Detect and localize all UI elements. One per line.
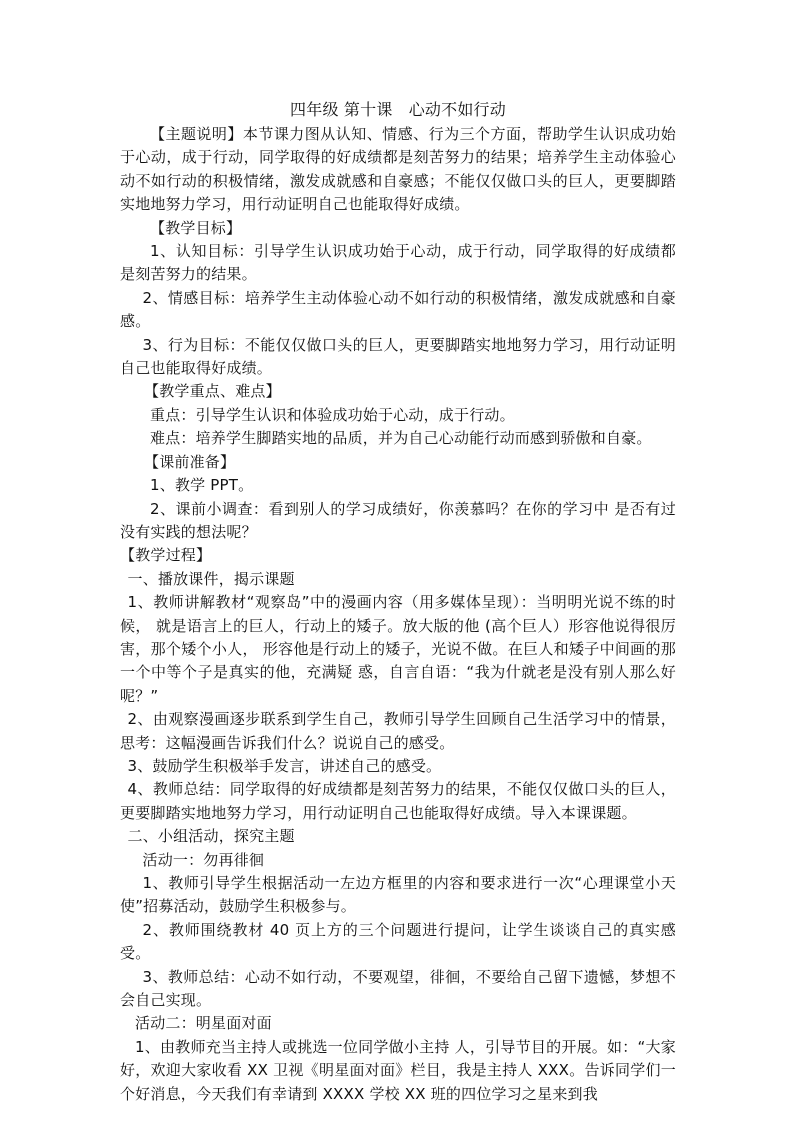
goal-item-1: 1、认知目标：引导学生认识成功始于心动，成于行动，同学取得的好成绩都是刻苦努力的结果。 [120,242,676,284]
goals-heading: 【教学目标】 [150,218,242,237]
prep-heading: 【课前准备】 [144,452,236,471]
part2-heading: 二、小组活动，探究主题 [127,827,295,846]
theme-heading: 【主题说明】 [150,125,243,143]
theme-paragraph [120,123,676,217]
document-title: 四年级 第十课 心动不如行动 [290,100,506,119]
part1-item-3: 3、鼓励学生积极举手发言，讲述自己的感受。 [127,756,442,775]
part1-item-4: 4、教师总结：同学取得的好成绩都是刻苦努力的结果，不能仅仅做口头的巨人，更要脚踏实地地努力学习，用行动证明自己也能取得好成绩。导入本课课题。 [120,780,676,822]
process-heading: 【教学过程】 [120,546,212,565]
activity2-heading: 活动二：明星面对面 [135,1014,272,1033]
keypoints-heading: 【教学重点、难点】 [144,382,281,401]
key-point: 重点：引导学生认识和体验成功始于心动，成于行动。 [150,405,515,424]
activity1-item-3: 3、教师总结：心动不如行动，不要观望，徘徊，不要给自己留下遗憾，梦想不会自己实现。 [120,967,676,1010]
part1-heading: 一、播放课件，揭示课题 [127,569,295,588]
prep-item-1: 1、教学 PPT。 [150,476,254,495]
activity1-heading: 活动一：勿再徘徊 [142,850,265,869]
activity1-item-1: 1、教师引导学生根据活动一左边方框里的内容和要求进行一次“心理课堂小天使”招募活动，鼓励学生积极参与。 [120,874,676,916]
difficult-point: 难点：培养学生脚踏实地的品质，并为自己心动能行动而感到骄傲和自豪。 [150,429,652,448]
activity1-item-2: 2、教师围绕教材 40 页上方的三个问题进行提问，让学生谈谈自己的真实感受。 [120,920,676,963]
document-page [120,98,676,1106]
goal-item-2: 2、情感目标：培养学生主动体验心动不如行动的积极情绪，激发成就感和自豪感。 [120,288,676,331]
activity2-item-1: 1、由教师充当主持人或挑选一位同学做小主持 人，引导节目的开展。如：“大家好，欢迎大家收看 XX 卫视《明星面对面》栏目，我是主持人 XXX。告诉同学们一个好消息，今天我们有幸请到 XXXX 学校 XX 班的四位学习之星来到我 [120,1037,676,1103]
goal-item-3: 3、行为目标：不能仅仅做口头的巨人，更要脚踏实地地努力学习，用行动证明自己也能取得好成绩。 [120,335,676,378]
part1-item-2: 2、由观察漫画逐步联系到学生自己，教师引导学生回顾自己生活学习中的情景，思考：这幅漫画告诉我们什么？说说自己的感受。 [120,710,676,752]
part1-item-1: 1、教师讲解教材“观察岛”中的漫画内容（用多媒体呈现）：当明明光说不练的时候， 就是语言上的巨人，行动上的矮子。放大版的他 (高个巨人）形容他说得很厉害，那个矮个小人， 形容他是行动上的矮子，光说不做。在巨人和矮子中间画的那一个中等个子是真实的他，充满疑 惑，自言自语：“我为什就老是没有别人那么好呢？” [120,593,676,705]
theme-text: 本节课力图从认知、情感、行为三个方面，帮助学生认识成功始于心动，成于行动，同学取得的好成绩都是刻苦努力的结果；培养学生主动体验心动不如行动的积极情绪，激发成就感和自豪感；不能仅仅做口头的巨人，更要脚踏实地地努力学习，用行动证明自己也能取得好成绩。 [120,125,676,214]
prep-item-2: 2、课前小调查：看到别人的学习成绩好，你羡慕吗？在你的学习中 是否有过没有实践的想法呢？ [120,499,676,541]
